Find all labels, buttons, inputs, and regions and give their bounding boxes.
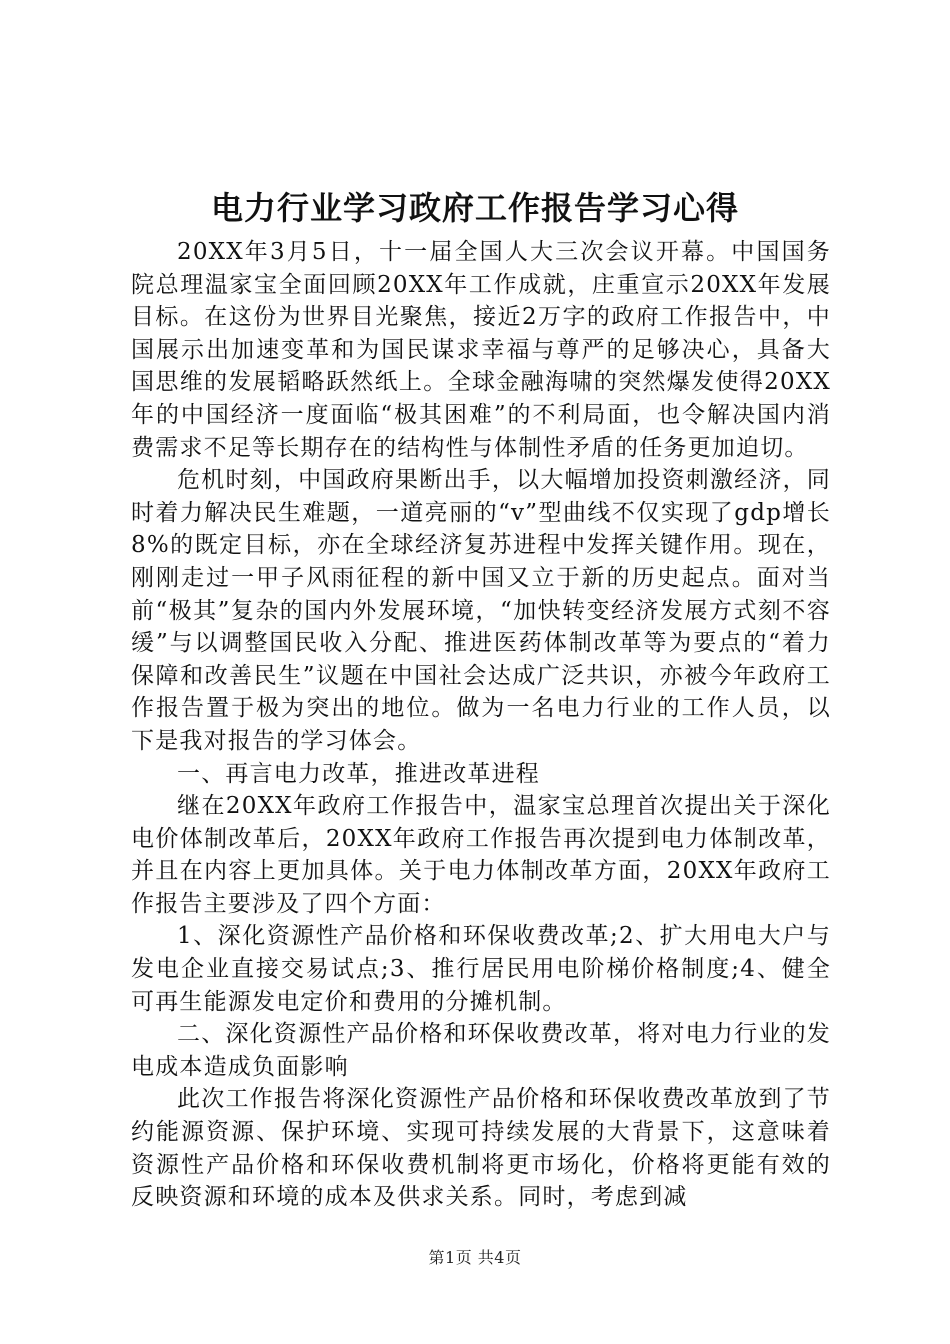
document-body [131,236,831,1214]
paragraph: 1、深化资源性产品价格和环保收费改革;2、扩大用电大户与发电企业直接交易试点;3、推行居民用电阶梯价格制度;4、健全可再生能源发电定价和费用的分摊机制。 [131,923,831,1015]
paragraph: 继在20XX年政府工作报告中，温家宝总理首次提出关于深化电价体制改革后，20XX年政府工作报告再次提到电力体制改革，并且在内容上更加具体。关于电力体制改革方面，20XX年政府工作报告主要涉及了四个方面： [131,793,831,917]
document-title: 电力行业学习政府工作报告学习心得 [210,189,739,227]
page-footer: 第1页 共4页 [428,1248,522,1267]
paragraph: 此次工作报告将深化资源性产品价格和环保收费改革放到了节约能源资源、保护环境、实现可持续发展的大背景下，这意味着资源性产品价格和环保收费机制将更市场化，价格将更能有效的反映资源和环境的成本及供求关系。同时，考虑到减 [131,1086,831,1211]
section-heading: 一、再言电力改革，推进改革进程 [177,760,540,787]
paragraph: 危机时刻，中国政府果断出手，以大幅增加投资刺激经济，同时着力解决民生难题，一道亮丽的“v”型曲线不仅实现了gdp增长8%的既定目标，亦在全球经济复苏进程中发挥关键作用。现在，刚刚走过一甲子风雨征程的新中国又立于新的历史起点。面对当前“极其”复杂的国内外发展环境，“加快转变经济发展方式刻不容缓”与以调整国民收入分配、推进医药体制改革等为要点的“着力保障和改善民生”议题在中国社会达成广泛共识，亦被今年政府工作报告置于极为突出的地位。做为一名电力行业的工作人员，以下是我对报告的学习体会。 [131,467,831,754]
section-heading: 二、深化资源性产品价格和环保收费改革，将对电力行业的发电成本造成负面影响 [131,1021,831,1080]
paragraph: 20XX年3月5日，十一届全国人大三次会议开幕。中国国务院总理温家宝全面回顾20XX年工作成就，庄重宣示20XX年发展目标。在这份为世界目光聚焦，接近2万字的政府工作报告中，中国展示出加速变革和为国民谋求幸福与尊严的足够决心，具备大国思维的发展韬略跃然纸上。全球金融海啸的突然爆发使得20XX年的中国经济一度面临“极其困难”的不利局面，也令解决国内消费需求不足等长期存在的结构性与体制性矛盾的任务更加迫切。 [131,239,831,461]
